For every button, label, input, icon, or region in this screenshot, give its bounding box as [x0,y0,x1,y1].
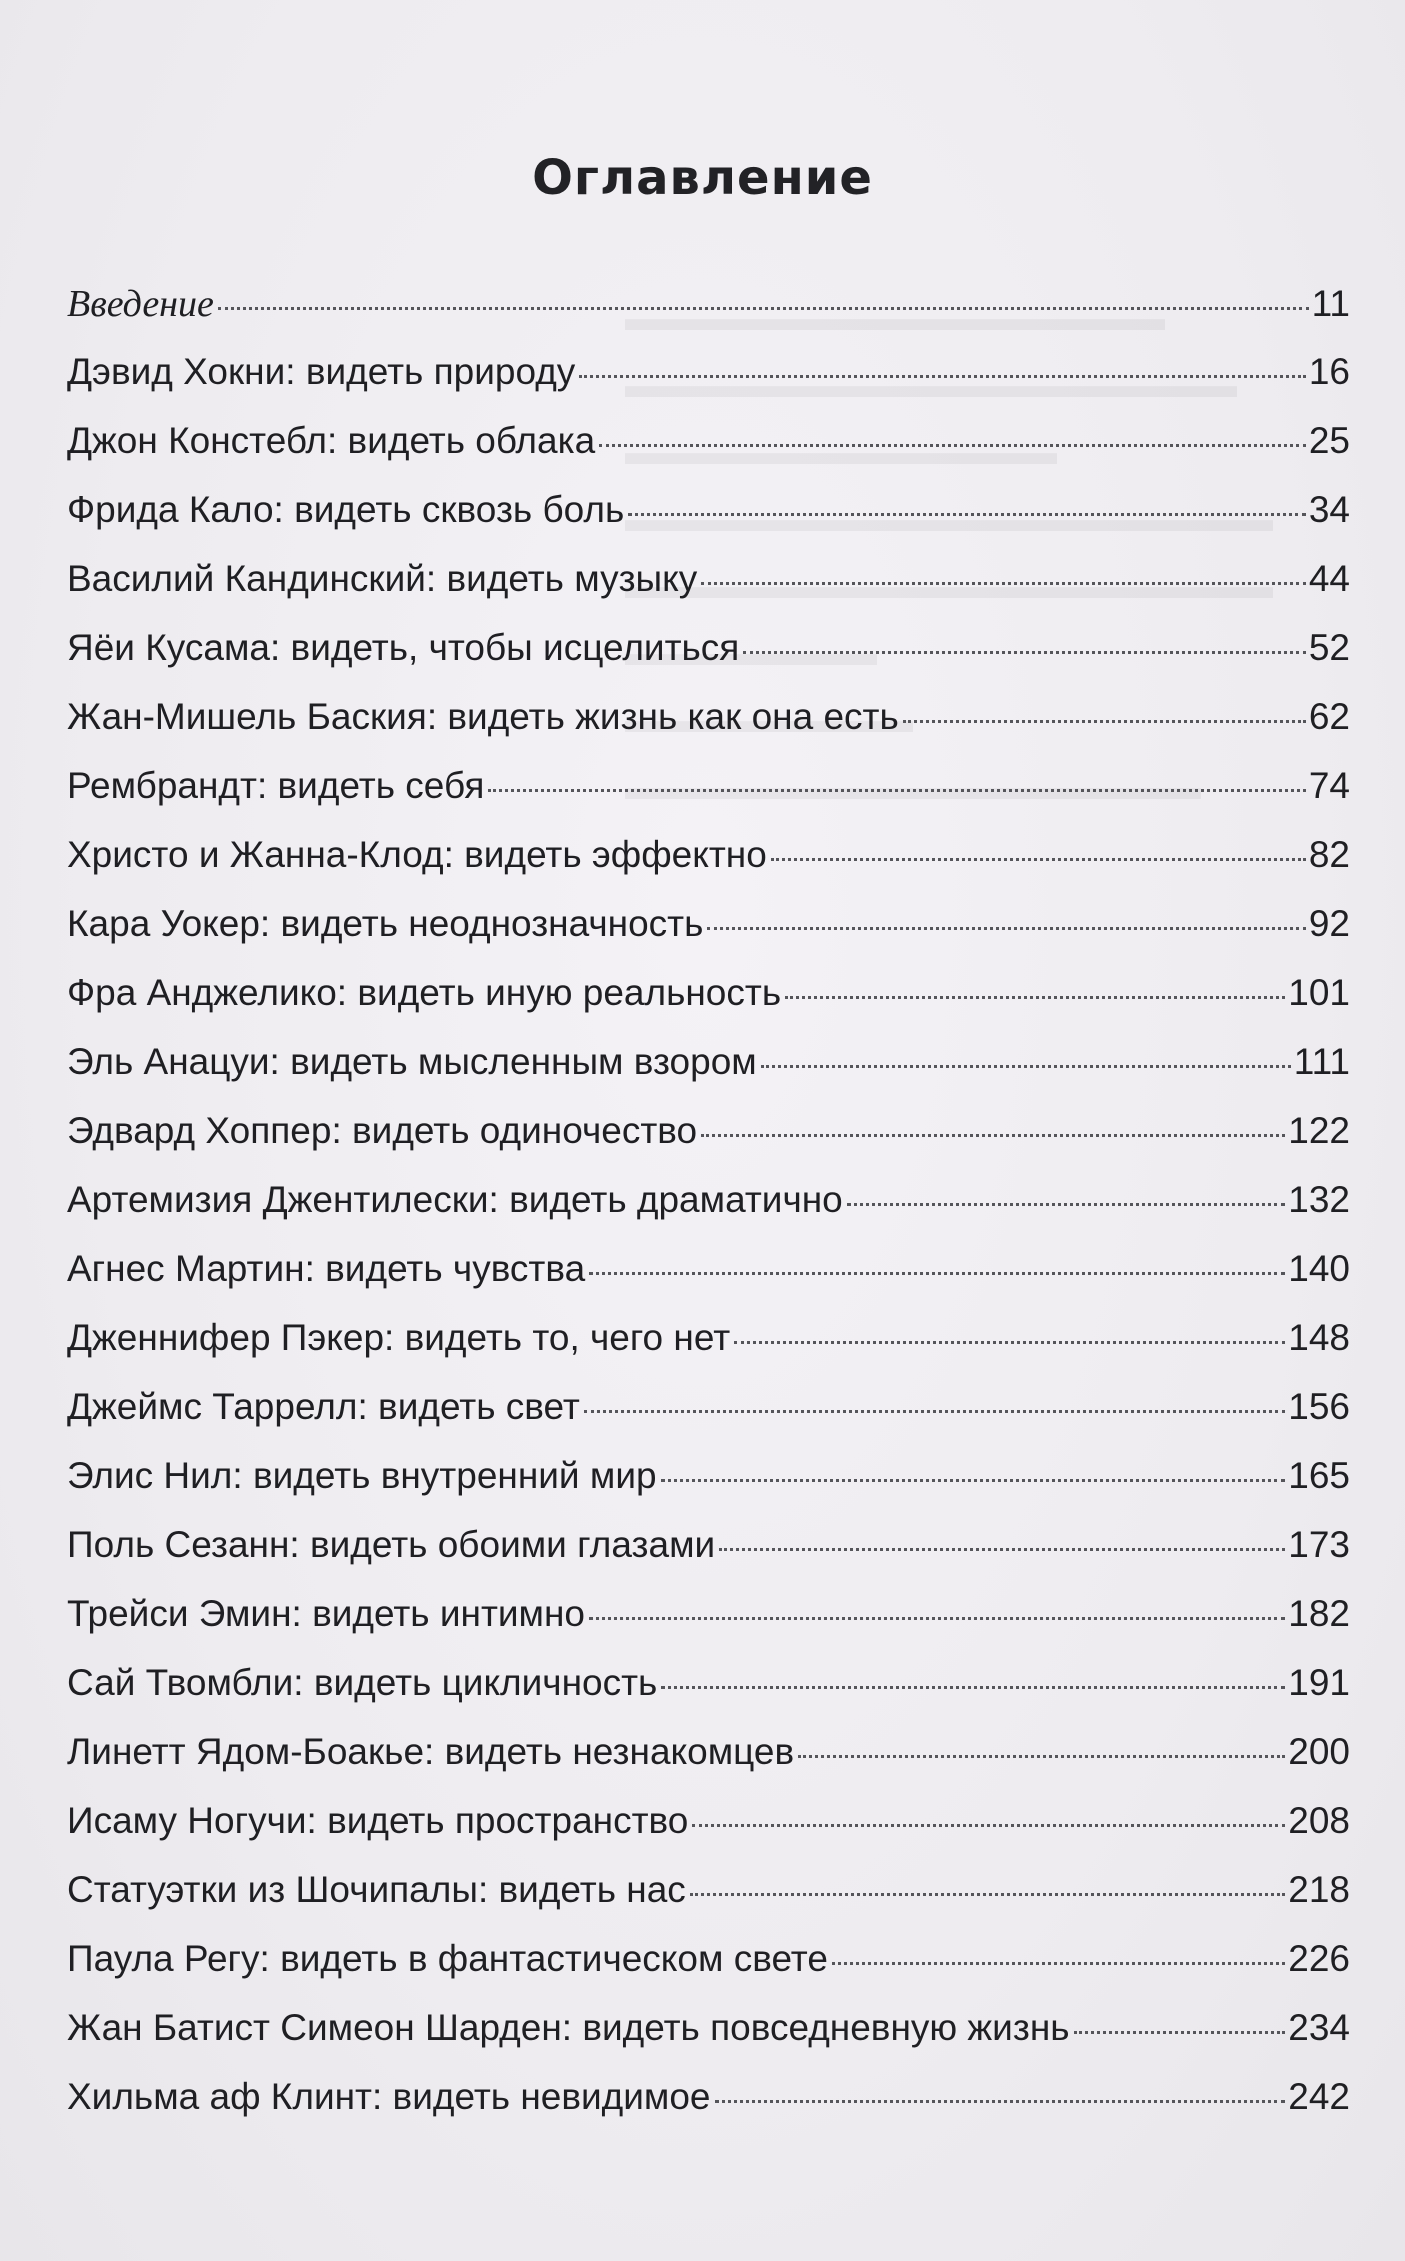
toc-entry-page-number: 62 [1308,696,1350,737]
dot-leader [599,444,1306,447]
toc-entry [67,1938,1350,2007]
toc-entry-title: Василий Кандинский: видеть музыку [67,558,698,599]
toc-entry [67,1524,1350,1593]
toc-entry [67,1593,1350,1662]
toc-entry-title: Элис Нил: видеть внутренний мир [67,1455,657,1496]
toc-entry-page-number: 218 [1288,1869,1350,1910]
toc-entry-page-number: 226 [1288,1938,1350,1979]
dot-leader [628,513,1306,516]
toc-entry-title: Эдвард Хоппер: видеть одиночество [67,1110,698,1151]
toc-entry [67,1386,1350,1455]
toc-entry [67,1662,1350,1731]
toc-entry-page-number: 208 [1288,1800,1350,1841]
toc-entry-page-number: 44 [1308,558,1350,599]
toc-entry-page-number: 148 [1288,1317,1350,1358]
toc-entry-page-number: 74 [1308,765,1350,806]
toc-entry-title: Дэвид Хокни: видеть природу [67,351,576,392]
dot-leader [488,789,1305,792]
dot-leader [701,582,1306,585]
toc-entry [67,1869,1350,1938]
dot-leader [719,1548,1285,1551]
toc-entry-page-number: 242 [1288,2076,1350,2117]
toc-entry-title: Сай Твомбли: видеть цикличность [67,1662,658,1703]
toc-entry-title: Яёи Кусама: видеть, чтобы исцелиться [67,627,740,668]
toc-entry-title: Статуэтки из Шочипалы: видеть нас [67,1869,686,1910]
page-title: Оглавление [532,150,873,207]
toc-entry [67,2007,1350,2076]
toc-entry-page-number: 156 [1288,1386,1350,1427]
toc-entry-page-number: 234 [1288,2007,1350,2048]
dot-leader [1074,2031,1286,2034]
toc-entry [67,1179,1350,1248]
dot-leader [589,1272,1285,1275]
toc-entry-title: Джон Констебл: видеть облака [67,420,596,461]
toc-entry-page-number: 101 [1288,972,1350,1013]
toc-entry-page-number: 165 [1288,1455,1350,1496]
toc-entry-title: Артемизия Джентилески: видеть драматично [67,1179,843,1220]
toc-entry [67,282,1350,351]
dot-leader [743,651,1306,654]
toc-entry-page-number: 25 [1308,420,1350,461]
toc-entry-page-number: 200 [1288,1731,1350,1772]
toc-entry-title: Дженнифер Пэкер: видеть то, чего нет [67,1317,731,1358]
dot-leader [584,1410,1285,1413]
toc-entry-title: Кара Уокер: видеть неоднозначность [67,903,704,944]
toc-entry [67,1041,1350,1110]
toc-entry [67,627,1350,696]
dot-leader [690,1893,1285,1896]
toc-entry [67,696,1350,765]
dot-leader [734,1341,1285,1344]
toc-entry-page-number: 182 [1288,1593,1350,1634]
toc-entry-page-number: 132 [1288,1179,1350,1220]
dot-leader [798,1755,1285,1758]
toc-entry [67,2076,1350,2145]
toc-entry-title: Трейси Эмин: видеть интимно [67,1593,585,1634]
toc-entry-title: Агнес Мартин: видеть чувства [67,1248,586,1289]
toc-entry [67,834,1350,903]
toc-entry-title: Поль Сезанн: видеть обоими глазами [67,1524,716,1565]
toc-entry-page-number: 173 [1288,1524,1350,1565]
toc-entry [67,558,1350,627]
toc-entry-page-number: 82 [1308,834,1350,875]
dot-leader [701,1134,1285,1137]
toc-entry [67,903,1350,972]
toc-entry-title: Исаму Ногучи: видеть пространство [67,1800,689,1841]
toc-entry-title: Линетт Ядом-Боакье: видеть незнакомцев [67,1731,795,1772]
dot-leader [715,2100,1286,2103]
toc-entry [67,1248,1350,1317]
dot-leader [661,1686,1285,1689]
dot-leader [832,1962,1285,1965]
toc-entry-page-number: 11 [1311,283,1350,324]
toc-entry-page-number: 191 [1288,1662,1350,1703]
dot-leader [903,720,1306,723]
toc-entry [67,1731,1350,1800]
toc-entry [67,1110,1350,1179]
toc-entry-title: Фра Анджелико: видеть иную реальность [67,972,782,1013]
toc-entry [67,1800,1350,1869]
toc-entry-title: Хильма аф Клинт: видеть невидимое [67,2076,711,2117]
toc-entry-page-number: 140 [1288,1248,1350,1289]
dot-leader [218,307,1309,310]
dot-leader [661,1479,1286,1482]
toc-entry-page-number: 16 [1308,351,1350,392]
dot-leader [761,1065,1291,1068]
toc-entry-title: Эль Анацуи: видеть мысленным взором [67,1041,757,1082]
toc-entry-title: Христо и Жанна-Клод: видеть эффектно [67,834,767,875]
toc-entry [67,420,1350,489]
dot-leader [771,858,1306,861]
dot-leader [589,1617,1285,1620]
toc-entry-title: Жан Батист Симеон Шарден: видеть повседневную жизнь [67,2007,1070,2048]
toc-entry [67,1455,1350,1524]
toc-entry [67,1317,1350,1386]
toc-entry-page-number: 34 [1308,489,1350,530]
toc-entry-title: Рембрандт: видеть себя [67,765,485,806]
table-of-contents [67,282,1350,2145]
dot-leader [707,927,1305,930]
toc-entry-title: Фрида Кало: видеть сквозь боль [67,489,625,530]
dot-leader [785,996,1285,999]
toc-entry [67,351,1350,420]
toc-entry-page-number: 122 [1288,1110,1350,1151]
toc-entry-title: Введение [67,283,214,325]
toc-entry [67,765,1350,834]
dot-leader [692,1824,1285,1827]
toc-entry-title: Паула Регу: видеть в фантастическом свете [67,1938,828,1979]
toc-entry [67,972,1350,1041]
toc-entry-page-number: 92 [1308,903,1350,944]
toc-entry [67,489,1350,558]
toc-entry-page-number: 111 [1293,1041,1350,1082]
dot-leader [579,375,1306,378]
toc-entry-title: Джеймс Таррелл: видеть свет [67,1386,580,1427]
dot-leader [847,1203,1286,1206]
toc-entry-page-number: 52 [1308,627,1350,668]
toc-entry-title: Жан-Мишель Баския: видеть жизнь как она есть [67,696,899,737]
